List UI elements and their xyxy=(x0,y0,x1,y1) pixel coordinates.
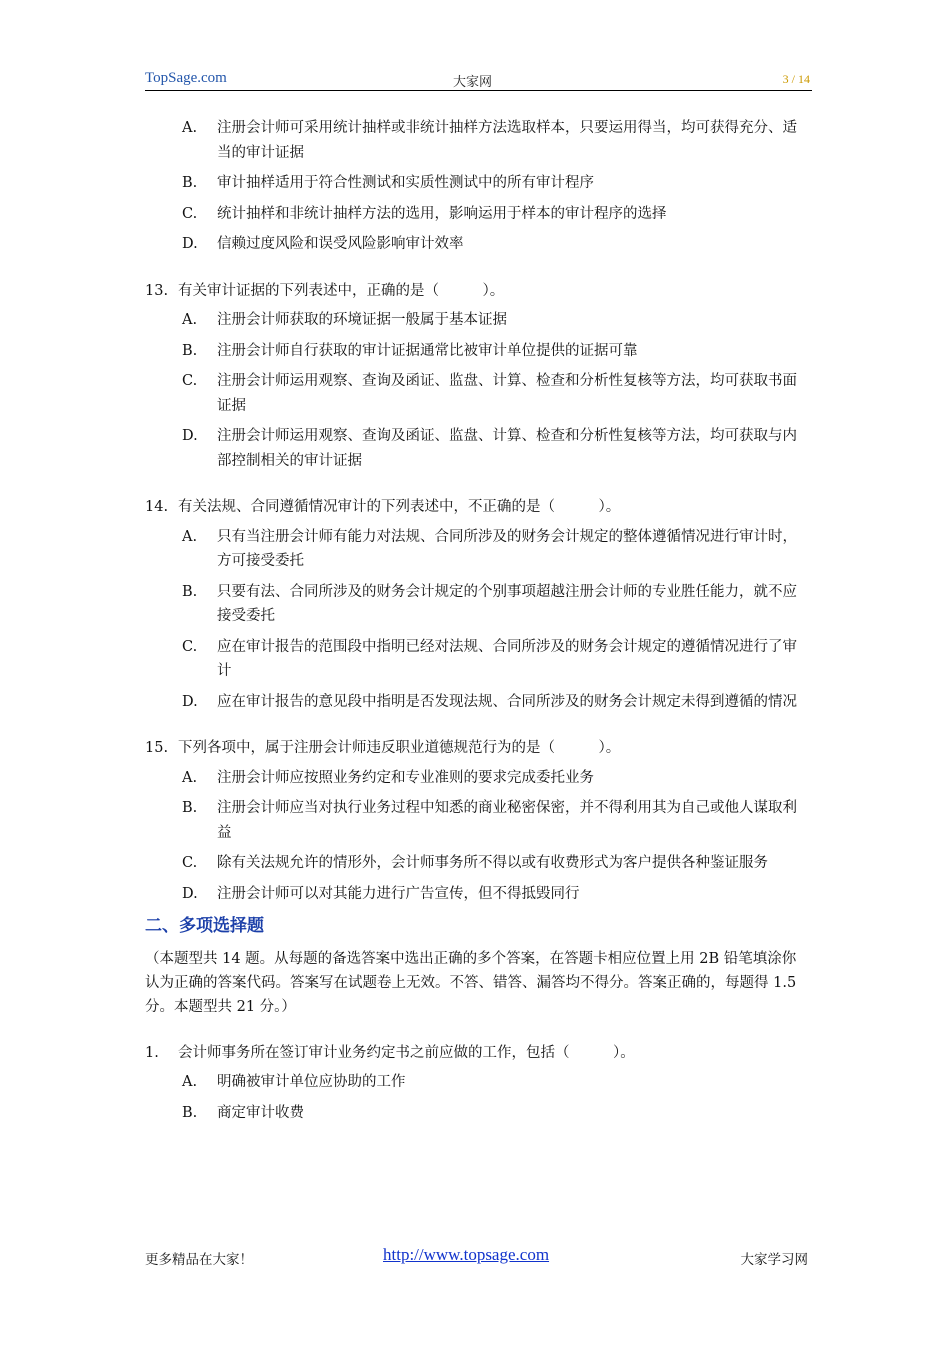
list-item: A. 只有当注册会计师有能力对法规、合同所涉及的财务会计规定的整体遵循情况进行审计时，方可接受委托 xyxy=(182,528,797,569)
document-body xyxy=(145,116,810,1131)
list-item: D. 注册会计师可以对其能力进行广告宣传，但不得抵毁同行 xyxy=(182,885,580,902)
header-title: 大家网 xyxy=(453,75,493,90)
site-name[interactable]: TopSage.com xyxy=(145,70,227,86)
list-item: B. 商定审计收费 xyxy=(182,1104,304,1121)
list-item: C. 统计抽样和非统计抽样方法的选用，影响运用于样本的审计程序的选择 xyxy=(182,205,667,222)
list-item: A. 注册会计师应按照业务约定和专业准则的要求完成委托业务 xyxy=(182,769,594,786)
list-item: D. 信赖过度风险和误受风险影响审计效率 xyxy=(182,236,464,252)
question-15: 15. 下列各项中，属于注册会计师违反职业道德规范行为的是（ ）。 xyxy=(145,740,621,756)
list-item: B. 注册会计师应当对执行业务过程中知悉的商业秘密保密，并不得利用其为自己或他人谋取利益 xyxy=(182,800,797,841)
section-title: 二、多项选择题 xyxy=(145,916,264,936)
list-item: B. 注册会计师自行获取的审计证据通常比被审计单位提供的证据可靠 xyxy=(182,342,638,359)
page-footer xyxy=(145,1245,810,1270)
list-item: A. 明确被审计单位应协助的工作 xyxy=(182,1074,406,1090)
footer-site: 大家学习网 xyxy=(740,1252,808,1268)
question-13: 13. 有关审计证据的下列表述中，正确的是（ ）。 xyxy=(145,282,505,299)
list-item: D. 应在审计报告的意见段中指明是否发现法规、合同所涉及的财务会计规定未得到遵循的情况 xyxy=(182,693,797,710)
question-14: 14. 有关法规、合同遵循情况审计的下列表述中，不正确的是（ ）。 xyxy=(145,499,621,515)
page-header xyxy=(145,68,812,91)
list-item: C. 除有关法规允许的情形外，会计师事务所不得以或有收费形式为客户提供各种鉴证服务 xyxy=(182,855,768,871)
footer-link[interactable]: http://www.topsage.com xyxy=(383,1245,550,1264)
section-intro: （本题型共 14 题。从每题的备选答案中选出正确的多个答案，在答题卡相应位置上用 2B 铅笔填涂你认为正确的答案代码。答案写在试题卷上无效。不答、错答、漏答均不得分。答案正确的，每题得 1.5 分。本题型共 21 分。） xyxy=(145,950,797,1015)
list-item: B. 审计抽样适用于符合性测试和实质性测试中的所有审计程序 xyxy=(182,175,594,191)
footer-slogan: 更多精品在大家！ xyxy=(145,1252,253,1268)
question-12-options xyxy=(145,116,810,257)
list-item: B. 只要有法、合同所涉及的财务会计规定的个别事项超越注册会计师的专业胜任能力，就不应接受委托 xyxy=(182,583,797,624)
list-item: C. 应在审计报告的范围段中指明已经对法规、合同所涉及的财务会计规定的遵循情况进行了审计 xyxy=(182,638,797,679)
list-item: D. 注册会计师运用观察、查询及函证、监盘、计算、检查和分析性复核等方法，均可获取与内部控制相关的审计证据 xyxy=(182,428,797,469)
multi-question-1: 1. 会计师事务所在签订审计业务约定书之前应做的工作，包括（ ）。 xyxy=(145,1044,635,1061)
list-item: A. 注册会计师可采用统计抽样或非统计抽样方法选取样本，只要运用得当，均可获得充分、适当的审计证据 xyxy=(182,120,797,161)
list-item: A. 注册会计师获取的环境证据一般属于基本证据 xyxy=(182,312,507,328)
list-item: C. 注册会计师运用观察、查询及函证、监盘、计算、检查和分析性复核等方法，均可获取书面证据 xyxy=(182,373,797,414)
page-number: 3 / 14 xyxy=(782,72,810,86)
